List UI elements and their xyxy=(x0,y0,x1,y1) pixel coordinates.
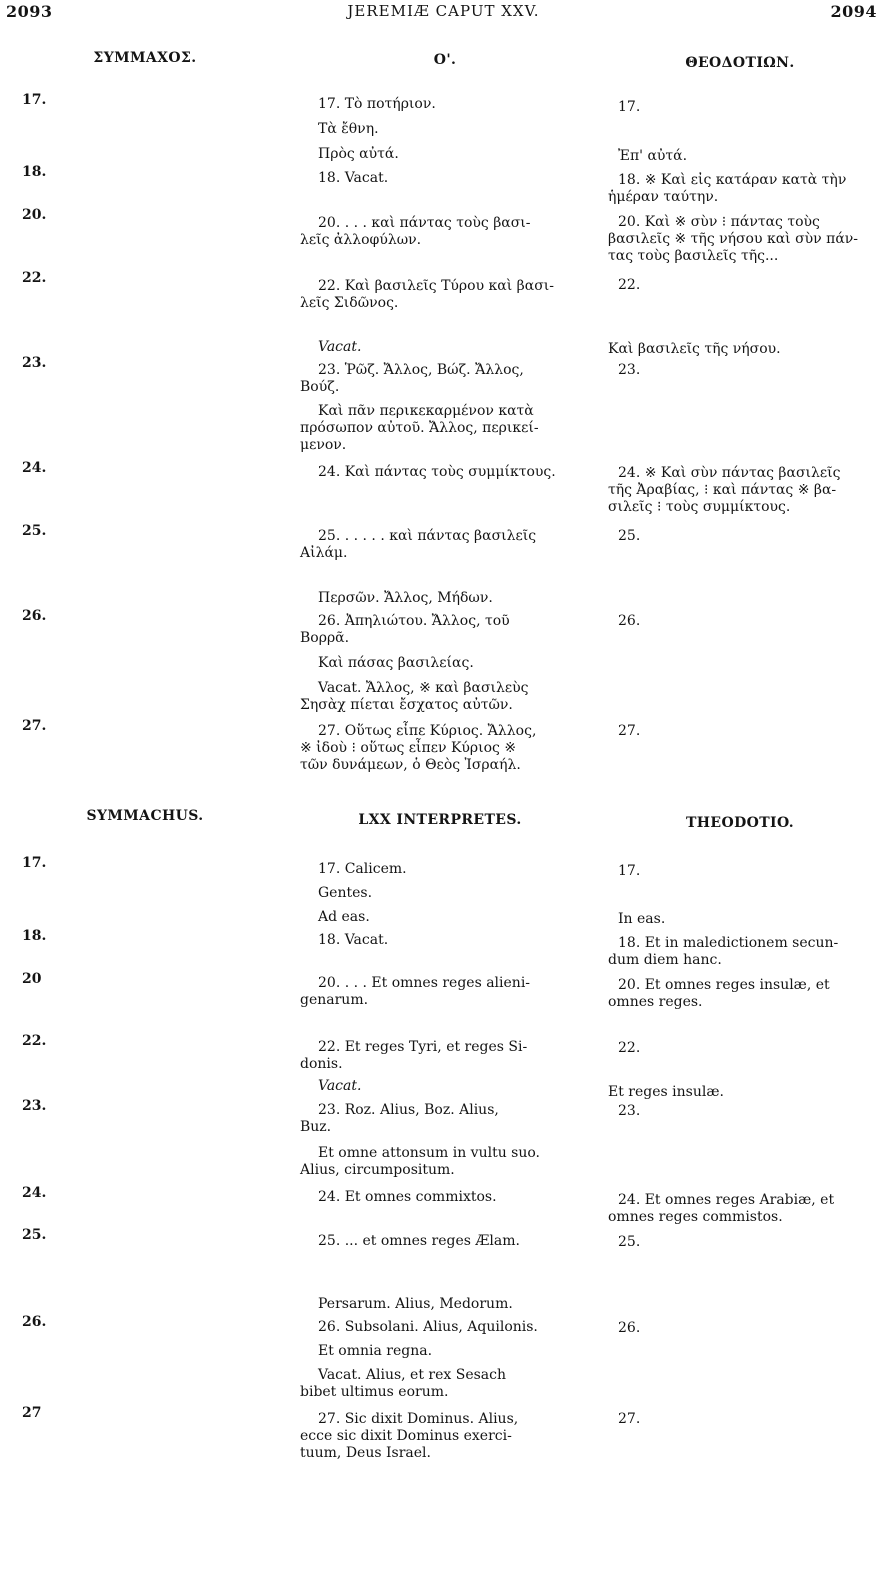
latin-theodotion-line: omnes reges commistos. xyxy=(608,1209,783,1225)
greek-theodotion-line: 22. xyxy=(618,277,641,293)
greek-theodotion-line: 20. Καὶ ※ σὺν ⁝ πάντας τοὺς xyxy=(618,214,820,230)
page-number-left: 2093 xyxy=(6,2,53,21)
greek-lxx-line: 20. . . . καὶ πάντας τοὺς βασι- xyxy=(318,215,531,231)
latin-verse-number: 25. xyxy=(22,1227,47,1243)
greek-lxx-line: 17. Τὸ ποτήριον. xyxy=(318,96,436,112)
running-title: JEREMIÆ CAPUT XXV. xyxy=(347,2,540,20)
latin-theodotion-line: dum diem hanc. xyxy=(608,952,722,968)
latin-theodotion-line: 20. Et omnes reges insulæ, et xyxy=(618,977,830,993)
greek-theodotion-line: 25. xyxy=(618,528,641,544)
greek-lxx-line: 27. Οὕτως εἶπε Κύριος. Ἄλλος, xyxy=(318,723,537,739)
greek-verse-number: 25. xyxy=(22,523,47,539)
page-number-right: 2094 xyxy=(830,2,877,21)
greek-theodotion-line: βασιλεῖς ※ τῆς νήσου καὶ σὺν πάν- xyxy=(608,231,859,247)
latin-verse-number: 23. xyxy=(22,1098,47,1114)
latin-lxx-line: 27. Sic dixit Dominus. Alius, xyxy=(318,1411,519,1427)
greek-theodotion-line: 26. xyxy=(618,613,641,629)
greek-lxx-line: 26. Ἀπηλιώτου. Ἄλλος, τοῦ xyxy=(318,613,510,629)
latin-lxx-line: 26. Subsolani. Alius, Aquilonis. xyxy=(318,1319,538,1335)
greek-lxx-line: Τὰ ἔθνη. xyxy=(318,121,379,137)
greek-verse-number: 24. xyxy=(22,460,47,476)
greek-lxx-line: Βορρᾶ. xyxy=(300,630,350,646)
latin-theodotion-line: 18. Et in maledictionem secun- xyxy=(618,935,839,951)
greek-lxx-line: Πρὸς αὐτά. xyxy=(318,146,399,162)
greek-lxx-line: Σησὰχ πίεται ἔσχατος αὐτῶν. xyxy=(300,697,513,713)
latin-lxx-line: Et omnia regna. xyxy=(318,1343,433,1359)
greek-verse-number: 23. xyxy=(22,355,47,371)
greek-lxx-line: τῶν δυνάμεων, ὁ Θεὸς Ἰσραήλ. xyxy=(300,757,521,773)
greek-verse-number: 17. xyxy=(22,92,47,108)
latin-theodotion-line: 25. xyxy=(618,1234,641,1250)
latin-header-symmachus: SYMMACHUS. xyxy=(86,808,204,824)
greek-theodotion-line: 17. xyxy=(618,99,641,115)
greek-lxx-line: πρόσωπον αὐτοῦ. Ἄλλος, περικεί- xyxy=(300,420,539,436)
latin-verse-number: 27 xyxy=(22,1405,42,1421)
latin-theodotion-line: Et reges insulæ. xyxy=(608,1084,724,1100)
latin-theodotion-line: 24. Et omnes reges Arabiæ, et xyxy=(618,1192,835,1208)
latin-theodotion-line: 23. xyxy=(618,1103,641,1119)
latin-theodotion-line: 22. xyxy=(618,1040,641,1056)
latin-lxx-line: Vacat. xyxy=(318,1078,362,1094)
latin-theodotion-line: In eas. xyxy=(618,911,666,927)
latin-verse-number: 24. xyxy=(22,1185,47,1201)
greek-verse-number: 20. xyxy=(22,207,47,223)
latin-lxx-line: bibet ultimus eorum. xyxy=(300,1384,449,1400)
greek-theodotion-line: τῆς Ἀραβίας, ⁝ καὶ πάντας ※ βα- xyxy=(608,482,837,498)
latin-verse-number: 22. xyxy=(22,1033,47,1049)
greek-theodotion-line: 23. xyxy=(618,362,641,378)
latin-lxx-line: 17. Calicem. xyxy=(318,861,407,877)
greek-lxx-line: Βούζ. xyxy=(300,379,340,395)
latin-header-theodotion: THEODOTIO. xyxy=(685,815,795,831)
greek-theodotion-line: 24. ※ Καὶ σὺν πάντας βασιλεῖς xyxy=(618,465,841,481)
latin-verse-number: 20 xyxy=(22,971,42,987)
latin-theodotion-line: omnes reges. xyxy=(608,994,703,1010)
greek-theodotion-line: ἡμέραν ταύτην. xyxy=(608,189,719,205)
greek-lxx-line: 25. . . . . . καὶ πάντας βασιλεῖς xyxy=(318,528,537,544)
latin-lxx-line: donis. xyxy=(300,1056,343,1072)
greek-verse-number: 27. xyxy=(22,718,47,734)
latin-lxx-line: 24. Et omnes commixtos. xyxy=(318,1189,497,1205)
latin-verse-number: 26. xyxy=(22,1314,47,1330)
latin-lxx-line: Alius, circumpositum. xyxy=(300,1162,455,1178)
greek-verse-number: 26. xyxy=(22,608,47,624)
latin-lxx-line: 20. . . . Et omnes reges alieni- xyxy=(318,975,531,991)
greek-theodotion-line: 18. ※ Καὶ εἰς κατάραν κατὰ τὴν xyxy=(618,172,847,188)
latin-verse-number: 17. xyxy=(22,855,47,871)
greek-lxx-line: 18. Vacat. xyxy=(318,170,389,186)
latin-lxx-line: Et omne attonsum in vultu suo. xyxy=(318,1145,540,1161)
latin-lxx-line: Ad eas. xyxy=(318,909,370,925)
greek-lxx-line: Περσῶν. Ἄλλος, Μήδων. xyxy=(318,590,493,606)
greek-lxx-line: 23. Ῥῶζ. Ἄλλος, Βώζ. Ἄλλος, xyxy=(318,362,524,378)
greek-lxx-line: μενον. xyxy=(300,437,347,453)
greek-lxx-line: Vacat. xyxy=(318,339,362,355)
greek-lxx-line: ※ ἰδοὺ ⁝ οὕτως εἶπεν Κύριος ※ xyxy=(300,740,517,756)
greek-header-lxx: Ο'. xyxy=(433,52,457,68)
greek-header-theodotion: ΘΕΟΔΟΤΙΩΝ. xyxy=(685,55,795,71)
greek-theodotion-line: Καὶ βασιλεῖς τῆς νήσου. xyxy=(608,341,781,357)
greek-lxx-line: Αἰλάμ. xyxy=(300,545,348,561)
latin-lxx-line: Gentes. xyxy=(318,885,373,901)
latin-lxx-line: 18. Vacat. xyxy=(318,932,389,948)
greek-theodotion-line: 27. xyxy=(618,723,641,739)
greek-header-symmachus: ΣΥΜΜΑΧΟΣ. xyxy=(93,50,197,66)
latin-lxx-line: Buz. xyxy=(300,1119,332,1135)
greek-lxx-line: 24. Καὶ πάντας τοὺς συμμίκτους. xyxy=(318,464,556,480)
greek-lxx-line: λεῖς Σιδῶνος. xyxy=(300,295,399,311)
greek-lxx-line: Καὶ πάσας βασιλείας. xyxy=(318,655,474,671)
latin-header-lxx: LXX INTERPRETES. xyxy=(358,812,522,828)
latin-theodotion-line: 26. xyxy=(618,1320,641,1336)
latin-lxx-line: Persarum. Alius, Medorum. xyxy=(318,1296,513,1312)
greek-lxx-line: Καὶ πᾶν περικεκαρμένον κατὰ xyxy=(318,403,534,419)
latin-lxx-line: tuum, Deus Israel. xyxy=(300,1445,431,1461)
greek-verse-number: 22. xyxy=(22,270,47,286)
greek-theodotion-line: τας τοὺς βασιλεῖς τῆς... xyxy=(608,248,779,264)
latin-lxx-line: Vacat. Alius, et rex Sesach xyxy=(318,1367,507,1383)
greek-lxx-line: 22. Καὶ βασιλεῖς Τύρου καὶ βασι- xyxy=(318,278,555,294)
latin-lxx-line: ecce sic dixit Dominus exerci- xyxy=(300,1428,512,1444)
latin-lxx-line: 22. Et reges Tyri, et reges Si- xyxy=(318,1039,528,1055)
greek-theodotion-line: σιλεῖς ⁝ τοὺς συμμίκτους. xyxy=(608,499,791,515)
latin-theodotion-line: 17. xyxy=(618,863,641,879)
latin-lxx-line: 23. Roz. Alius, Boz. Alius, xyxy=(318,1102,499,1118)
latin-theodotion-line: 27. xyxy=(618,1411,641,1427)
latin-verse-number: 18. xyxy=(22,928,47,944)
latin-lxx-line: 25. ... et omnes reges Ælam. xyxy=(318,1233,520,1249)
greek-lxx-line: Vacat. Ἄλλος, ※ καὶ βασιλεὺς xyxy=(318,680,529,696)
greek-verse-number: 18. xyxy=(22,164,47,180)
greek-lxx-line: λεῖς ἀλλοφύλων. xyxy=(300,232,422,248)
latin-lxx-line: genarum. xyxy=(300,992,369,1008)
greek-theodotion-line: Ἐπ' αὐτά. xyxy=(618,148,688,164)
